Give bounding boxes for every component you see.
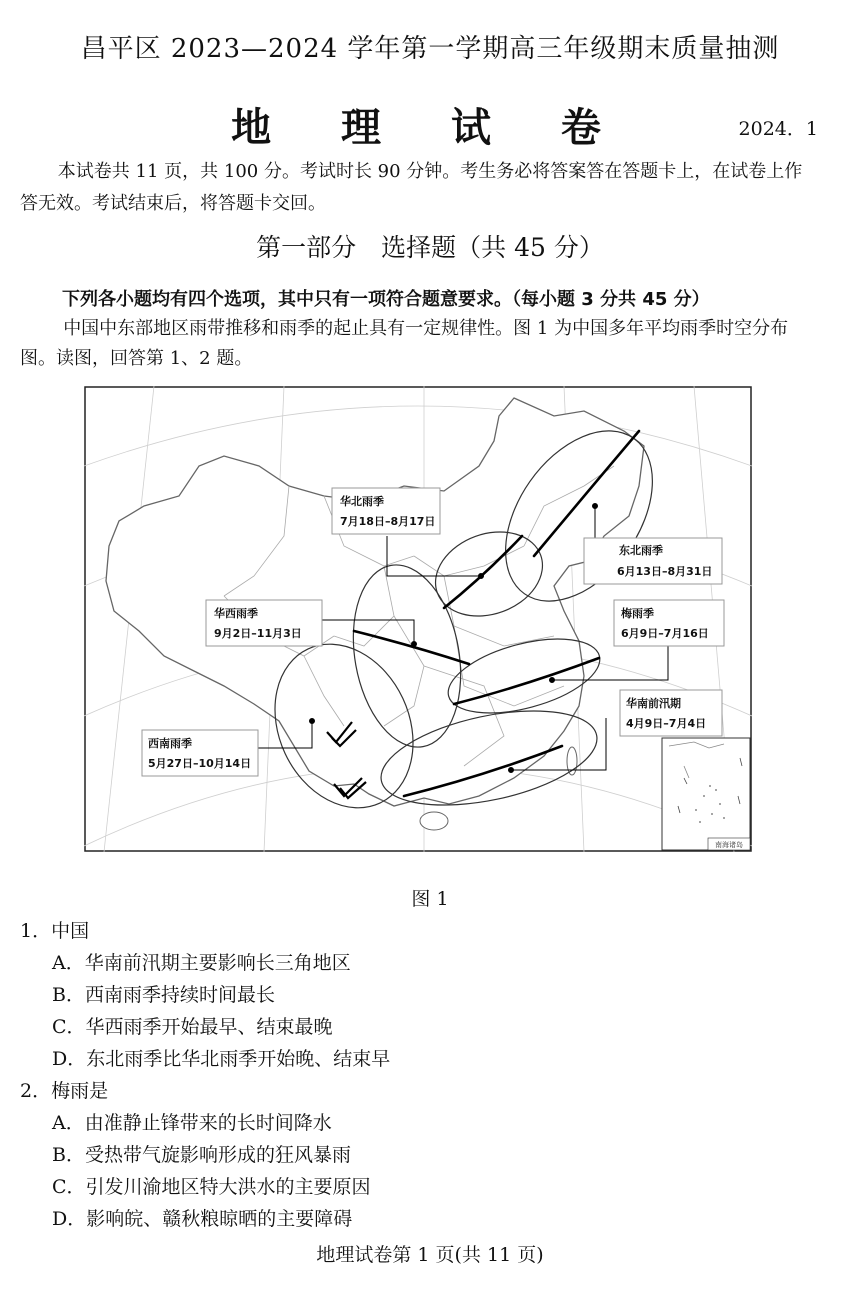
huaxi-dates: 9月2日–11月3日 [214,627,302,640]
callout-huabei [332,488,440,534]
page-footer: 地理试卷第 1 页(共 11 页) [316,1244,544,1266]
callout-huaxi [206,600,322,646]
exam-header: 昌平区 2023—2024 学年第一学期高三年级期末质量抽测 [80,34,780,64]
question-1-option-c: C．华西雨季开始最早、结束最晚 [52,1016,333,1038]
question-1-option-d: D．东北雨季比华北雨季开始晚、结束早 [52,1048,391,1070]
exam-title: 地 理 试 卷 [231,104,629,151]
xinan-name: 西南雨季 [148,737,192,750]
huabei-name: 华北雨季 [340,495,384,508]
hainan-island [420,812,448,830]
part-title: 第一部分 选择题（共 45 分） [256,233,604,262]
question-1-option-b: B．西南雨季持续时间最长 [52,984,275,1006]
question-2-option-d: D．影响皖、赣秋粮晾晒的主要障碍 [52,1208,353,1230]
question-2-stem: 2．梅雨是 [20,1080,109,1102]
exam-date: 2024．1 [738,118,818,140]
callout-huanan [620,690,722,736]
huanan-name: 华南前汛期 [626,697,681,710]
south-china-sea-inset [662,738,750,850]
section-instruction: 下列各小题均有四个选项，其中只有一项符合题意要求。（每小题 3 分共 45 分） [62,289,710,310]
meiyu-name: 梅雨季 [621,607,654,620]
huaxi-name: 华西雨季 [214,607,258,620]
meiyu-dates: 6月9日–7月16日 [621,627,709,640]
question-2-option-c: C．引发川渝地区特大洪水的主要原因 [52,1176,371,1198]
huanan-dates: 4月9日–7月4日 [626,717,707,730]
callout-meiyu [614,600,724,646]
question-2-option-b: B．受热带气旋影响形成的狂风暴雨 [52,1144,351,1166]
rainy-season-map [84,386,752,852]
map-svg [84,386,752,852]
xinan-dates: 5月27日–10月14日 [148,757,252,770]
question-2-option-a: A．由准静止锋带来的长时间降水 [52,1112,332,1134]
dongbei-dates: 6月13日–8月31日 [617,565,713,578]
inset-label: 南海诸岛 [715,841,743,849]
question-1-stem: 1．中国 [20,920,90,942]
callout-xinan [142,730,258,776]
exam-instructions: 本试卷共 11 页，共 100 分。考试时长 90 分钟。考生务必将答案答在答题卡上，在试卷上作答无效。考试结束后，将答题卡交回。 [20,161,803,214]
callout-dongbei [584,538,722,584]
huabei-dates: 7月18日–8月17日 [340,515,436,528]
question-context: 中国中东部地区雨带推移和雨季的起止具有一定规律性。图 1 为中国多年平均雨季时空分布图。读图，回答第 1、2 题。 [20,318,789,369]
figure-caption: 图 1 [411,888,449,910]
question-1-option-a: A．华南前汛期主要影响长三角地区 [52,952,351,974]
dongbei-name: 东北雨季 [619,544,663,557]
